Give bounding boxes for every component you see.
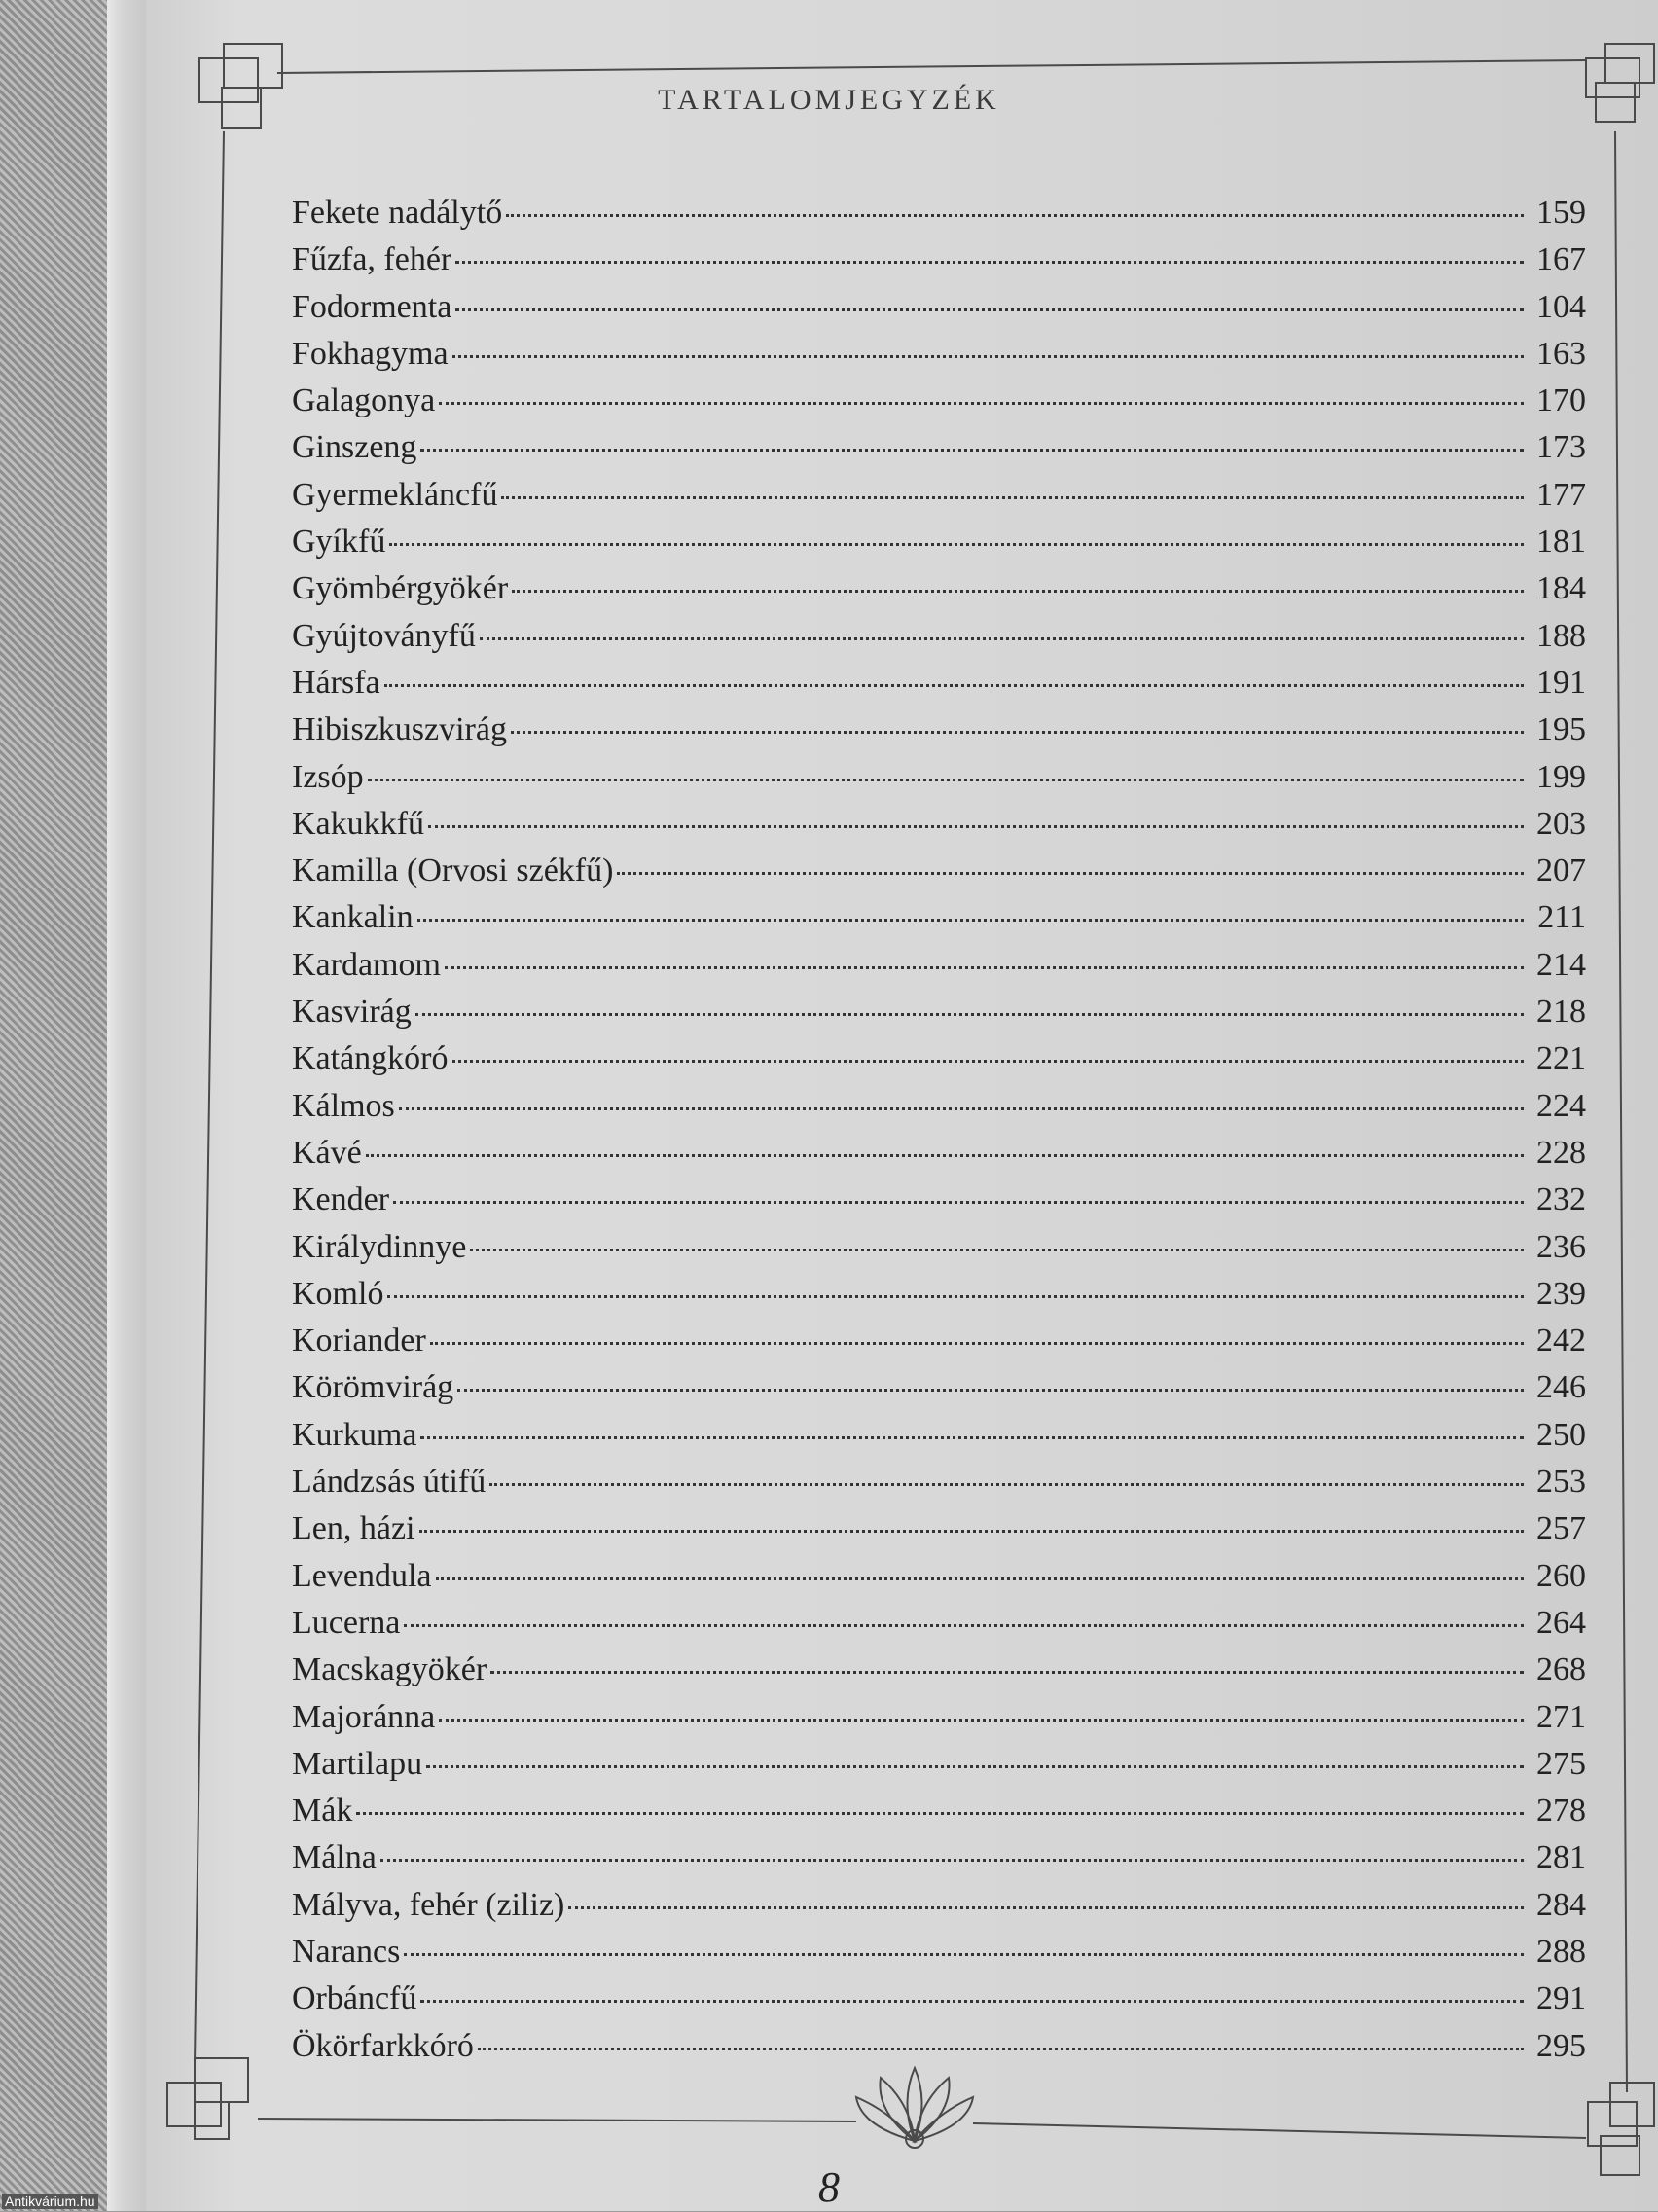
- dot-leader: [415, 1013, 1524, 1016]
- dot-leader: [480, 637, 1524, 640]
- toc-entry-page: 167: [1536, 241, 1586, 278]
- toc-entry-page: 218: [1536, 994, 1586, 1031]
- toc-entry-label: Kakukkfű: [292, 805, 424, 842]
- toc-entry-label: Lucerna: [292, 1604, 401, 1641]
- toc-entry-page: 236: [1536, 1228, 1586, 1265]
- dot-leader: [568, 1906, 1524, 1909]
- toc-entry-label: Lándzsás útifű: [292, 1464, 487, 1501]
- toc-entry-page: 211: [1537, 899, 1586, 936]
- toc-entry-label: Izsóp: [292, 758, 364, 795]
- dot-leader: [439, 402, 1524, 405]
- toc-row: [292, 1934, 1586, 1980]
- toc-row: [292, 1464, 1586, 1510]
- toc-row: [292, 1276, 1586, 1323]
- dot-leader: [489, 1483, 1524, 1486]
- toc-entry-page: 170: [1536, 382, 1586, 419]
- toc-row: [292, 899, 1586, 946]
- toc-row: [292, 1369, 1586, 1416]
- dot-leader: [439, 1719, 1524, 1722]
- dot-leader: [506, 214, 1524, 217]
- toc-entry-label: Gyújtoványfű: [292, 617, 476, 654]
- toc-entry-page: 177: [1536, 476, 1586, 513]
- toc-entry-page: 275: [1536, 1745, 1586, 1782]
- toc-entry-label: Hársfa: [292, 664, 380, 701]
- toc-entry-page: 242: [1536, 1323, 1586, 1360]
- toc-row: [292, 1088, 1586, 1135]
- toc-entry-page: 188: [1536, 617, 1586, 654]
- toc-row: [292, 570, 1586, 617]
- toc-entry-page: 181: [1536, 524, 1586, 561]
- toc-entry-label: Gyermekláncfű: [292, 476, 498, 513]
- toc-entry-page: 221: [1536, 1040, 1586, 1077]
- toc-entry-label: Kálmos: [292, 1087, 395, 1124]
- toc-entry-label: Fűzfa, fehér: [292, 241, 452, 278]
- toc-entry-label: Macskagyökér: [292, 1651, 487, 1688]
- toc-row: [292, 1887, 1586, 1934]
- lotus-icon: [856, 2068, 973, 2148]
- toc-row: [292, 195, 1586, 241]
- page-title: TARTALOMJEGYZÉK: [658, 84, 1000, 116]
- dot-leader: [420, 2000, 1524, 2003]
- dot-leader: [445, 966, 1524, 969]
- toc-entry-label: Len, házi: [292, 1510, 415, 1547]
- dot-leader: [380, 1859, 1524, 1862]
- toc-entry-page: 195: [1536, 711, 1586, 748]
- dot-leader: [419, 1530, 1525, 1533]
- toc-entry-page: 246: [1536, 1369, 1586, 1406]
- toc-entry-page: 228: [1536, 1134, 1586, 1171]
- dot-leader: [384, 684, 1524, 687]
- toc-entry-label: Kasvirág: [292, 994, 412, 1031]
- toc-row: [292, 241, 1586, 288]
- toc-entry-page: 268: [1536, 1651, 1586, 1688]
- toc-entry-page: 163: [1536, 335, 1586, 372]
- toc-row: [292, 1980, 1586, 2027]
- dot-leader: [430, 1342, 1524, 1345]
- toc-row: [292, 2028, 1586, 2075]
- toc-entry-label: Majoránna: [292, 1698, 436, 1735]
- watermark: Antikvárium.hu: [2, 2194, 98, 2209]
- dot-leader: [426, 1765, 1524, 1768]
- toc-entry-page: 239: [1536, 1275, 1586, 1312]
- toc-entry-page: 253: [1536, 1464, 1586, 1501]
- dot-leader: [452, 1060, 1524, 1063]
- dot-leader: [399, 1107, 1524, 1110]
- toc-entry-label: Kender: [292, 1181, 390, 1218]
- toc-entry-page: 264: [1536, 1604, 1586, 1641]
- toc-entry-page: 271: [1536, 1698, 1586, 1735]
- dot-leader: [490, 1671, 1524, 1674]
- toc-entry-label: Mák: [292, 1793, 353, 1830]
- toc-row: [292, 1605, 1586, 1651]
- toc-entry-label: Levendula: [292, 1557, 432, 1594]
- dot-leader: [478, 2048, 1524, 2050]
- dot-leader: [512, 590, 1524, 593]
- toc-row: [292, 1558, 1586, 1605]
- toc-row: [292, 1510, 1586, 1557]
- toc-entry-label: Kamilla (Orvosi székfű): [292, 852, 614, 889]
- toc-row: [292, 1135, 1586, 1181]
- toc-entry-page: 184: [1536, 570, 1586, 607]
- toc-entry-label: Gyíkfű: [292, 524, 386, 561]
- toc-row: [292, 524, 1586, 570]
- toc-row: [292, 852, 1586, 899]
- dot-leader: [511, 731, 1524, 734]
- toc-entry-page: 232: [1536, 1181, 1586, 1218]
- toc-entry-label: Málna: [292, 1839, 377, 1876]
- toc-entry-label: Narancs: [292, 1933, 401, 1970]
- toc-entry-page: 203: [1536, 805, 1586, 842]
- toc-row: [292, 477, 1586, 524]
- toc-entry-page: 257: [1536, 1510, 1586, 1547]
- toc-row: [292, 806, 1586, 852]
- toc-entry-page: 260: [1536, 1557, 1586, 1594]
- dot-leader: [457, 1389, 1524, 1392]
- toc-row: [292, 336, 1586, 382]
- toc-row: [292, 1793, 1586, 1839]
- square-knot-icon: [1588, 2083, 1654, 2175]
- toc-entry-label: Galagonya: [292, 382, 436, 419]
- toc-row: [292, 382, 1586, 429]
- table-of-contents: [292, 195, 1586, 2075]
- toc-entry-label: Fekete nadálytő: [292, 195, 503, 231]
- toc-entry-label: Kávé: [292, 1134, 362, 1171]
- toc-row: [292, 1839, 1586, 1886]
- toc-entry-page: 191: [1536, 664, 1586, 701]
- page-number: 8: [818, 2163, 840, 2211]
- toc-row: [292, 947, 1586, 994]
- toc-entry-label: Ginszeng: [292, 429, 417, 466]
- toc-entry-label: Kardamom: [292, 946, 441, 983]
- toc-entry-page: 173: [1536, 429, 1586, 466]
- dot-leader: [455, 261, 1524, 264]
- toc-entry-page: 284: [1536, 1886, 1586, 1923]
- toc-row: [292, 429, 1586, 476]
- dot-leader: [389, 543, 1524, 546]
- dot-leader: [420, 449, 1524, 452]
- toc-entry-page: 250: [1536, 1416, 1586, 1453]
- toc-entry-page: 224: [1536, 1087, 1586, 1124]
- toc-entry-label: Kankalin: [292, 899, 414, 936]
- toc-entry-label: Királydinnye: [292, 1228, 467, 1265]
- toc-row: [292, 1181, 1586, 1228]
- toc-entry-page: 159: [1536, 195, 1586, 231]
- dot-leader: [404, 1953, 1524, 1956]
- toc-row: [292, 289, 1586, 336]
- dot-leader: [387, 1295, 1524, 1298]
- dot-leader: [417, 919, 1524, 922]
- toc-entry-label: Ökörfarkkóró: [292, 2027, 474, 2064]
- toc-entry-page: 291: [1536, 1980, 1586, 2017]
- toc-row: [292, 994, 1586, 1040]
- toc-entry-label: Kurkuma: [292, 1416, 417, 1453]
- toc-row: [292, 1323, 1586, 1369]
- dot-leader: [455, 308, 1524, 311]
- toc-entry-label: Komló: [292, 1275, 384, 1312]
- toc-entry-label: Mályva, fehér (ziliz): [292, 1886, 565, 1923]
- toc-entry-label: Orbáncfű: [292, 1980, 417, 2017]
- toc-row: [292, 665, 1586, 711]
- toc-row: [292, 1040, 1586, 1087]
- toc-entry-page: 199: [1536, 758, 1586, 795]
- dot-leader: [420, 1436, 1524, 1439]
- toc-row: [292, 711, 1586, 758]
- dot-leader: [470, 1249, 1524, 1251]
- dot-leader: [436, 1577, 1525, 1580]
- toc-entry-label: Fokhagyma: [292, 335, 449, 372]
- dot-leader: [428, 825, 1524, 828]
- toc-entry-label: Martilapu: [292, 1745, 423, 1782]
- square-knot-icon: [167, 2058, 248, 2139]
- toc-entry-page: 288: [1536, 1933, 1586, 1970]
- dot-leader: [393, 1201, 1524, 1204]
- dot-leader: [501, 496, 1524, 499]
- toc-row: [292, 1699, 1586, 1746]
- dot-leader: [404, 1624, 1524, 1627]
- toc-row: [292, 1417, 1586, 1464]
- dot-leader: [368, 779, 1524, 781]
- toc-entry-page: 207: [1536, 852, 1586, 889]
- toc-row: [292, 759, 1586, 806]
- toc-row: [292, 1229, 1586, 1276]
- toc-entry-label: Hibiszkuszvirág: [292, 711, 507, 748]
- toc-entry-page: 104: [1536, 288, 1586, 325]
- toc-row: [292, 1651, 1586, 1698]
- dot-leader: [617, 872, 1524, 875]
- toc-entry-page: 295: [1536, 2027, 1586, 2064]
- toc-entry-label: Fodormenta: [292, 288, 452, 325]
- toc-entry-page: 214: [1536, 946, 1586, 983]
- toc-row: [292, 1746, 1586, 1793]
- toc-entry-label: Gyömbérgyökér: [292, 570, 509, 607]
- toc-entry-label: Katángkóró: [292, 1040, 449, 1077]
- toc-entry-page: 281: [1536, 1839, 1586, 1876]
- dot-leader: [452, 355, 1524, 358]
- dot-leader: [366, 1154, 1524, 1157]
- toc-row: [292, 618, 1586, 665]
- toc-entry-page: 278: [1536, 1793, 1586, 1830]
- toc-entry-label: Koriander: [292, 1323, 426, 1360]
- dot-leader: [356, 1812, 1524, 1815]
- toc-entry-label: Körömvirág: [292, 1369, 454, 1406]
